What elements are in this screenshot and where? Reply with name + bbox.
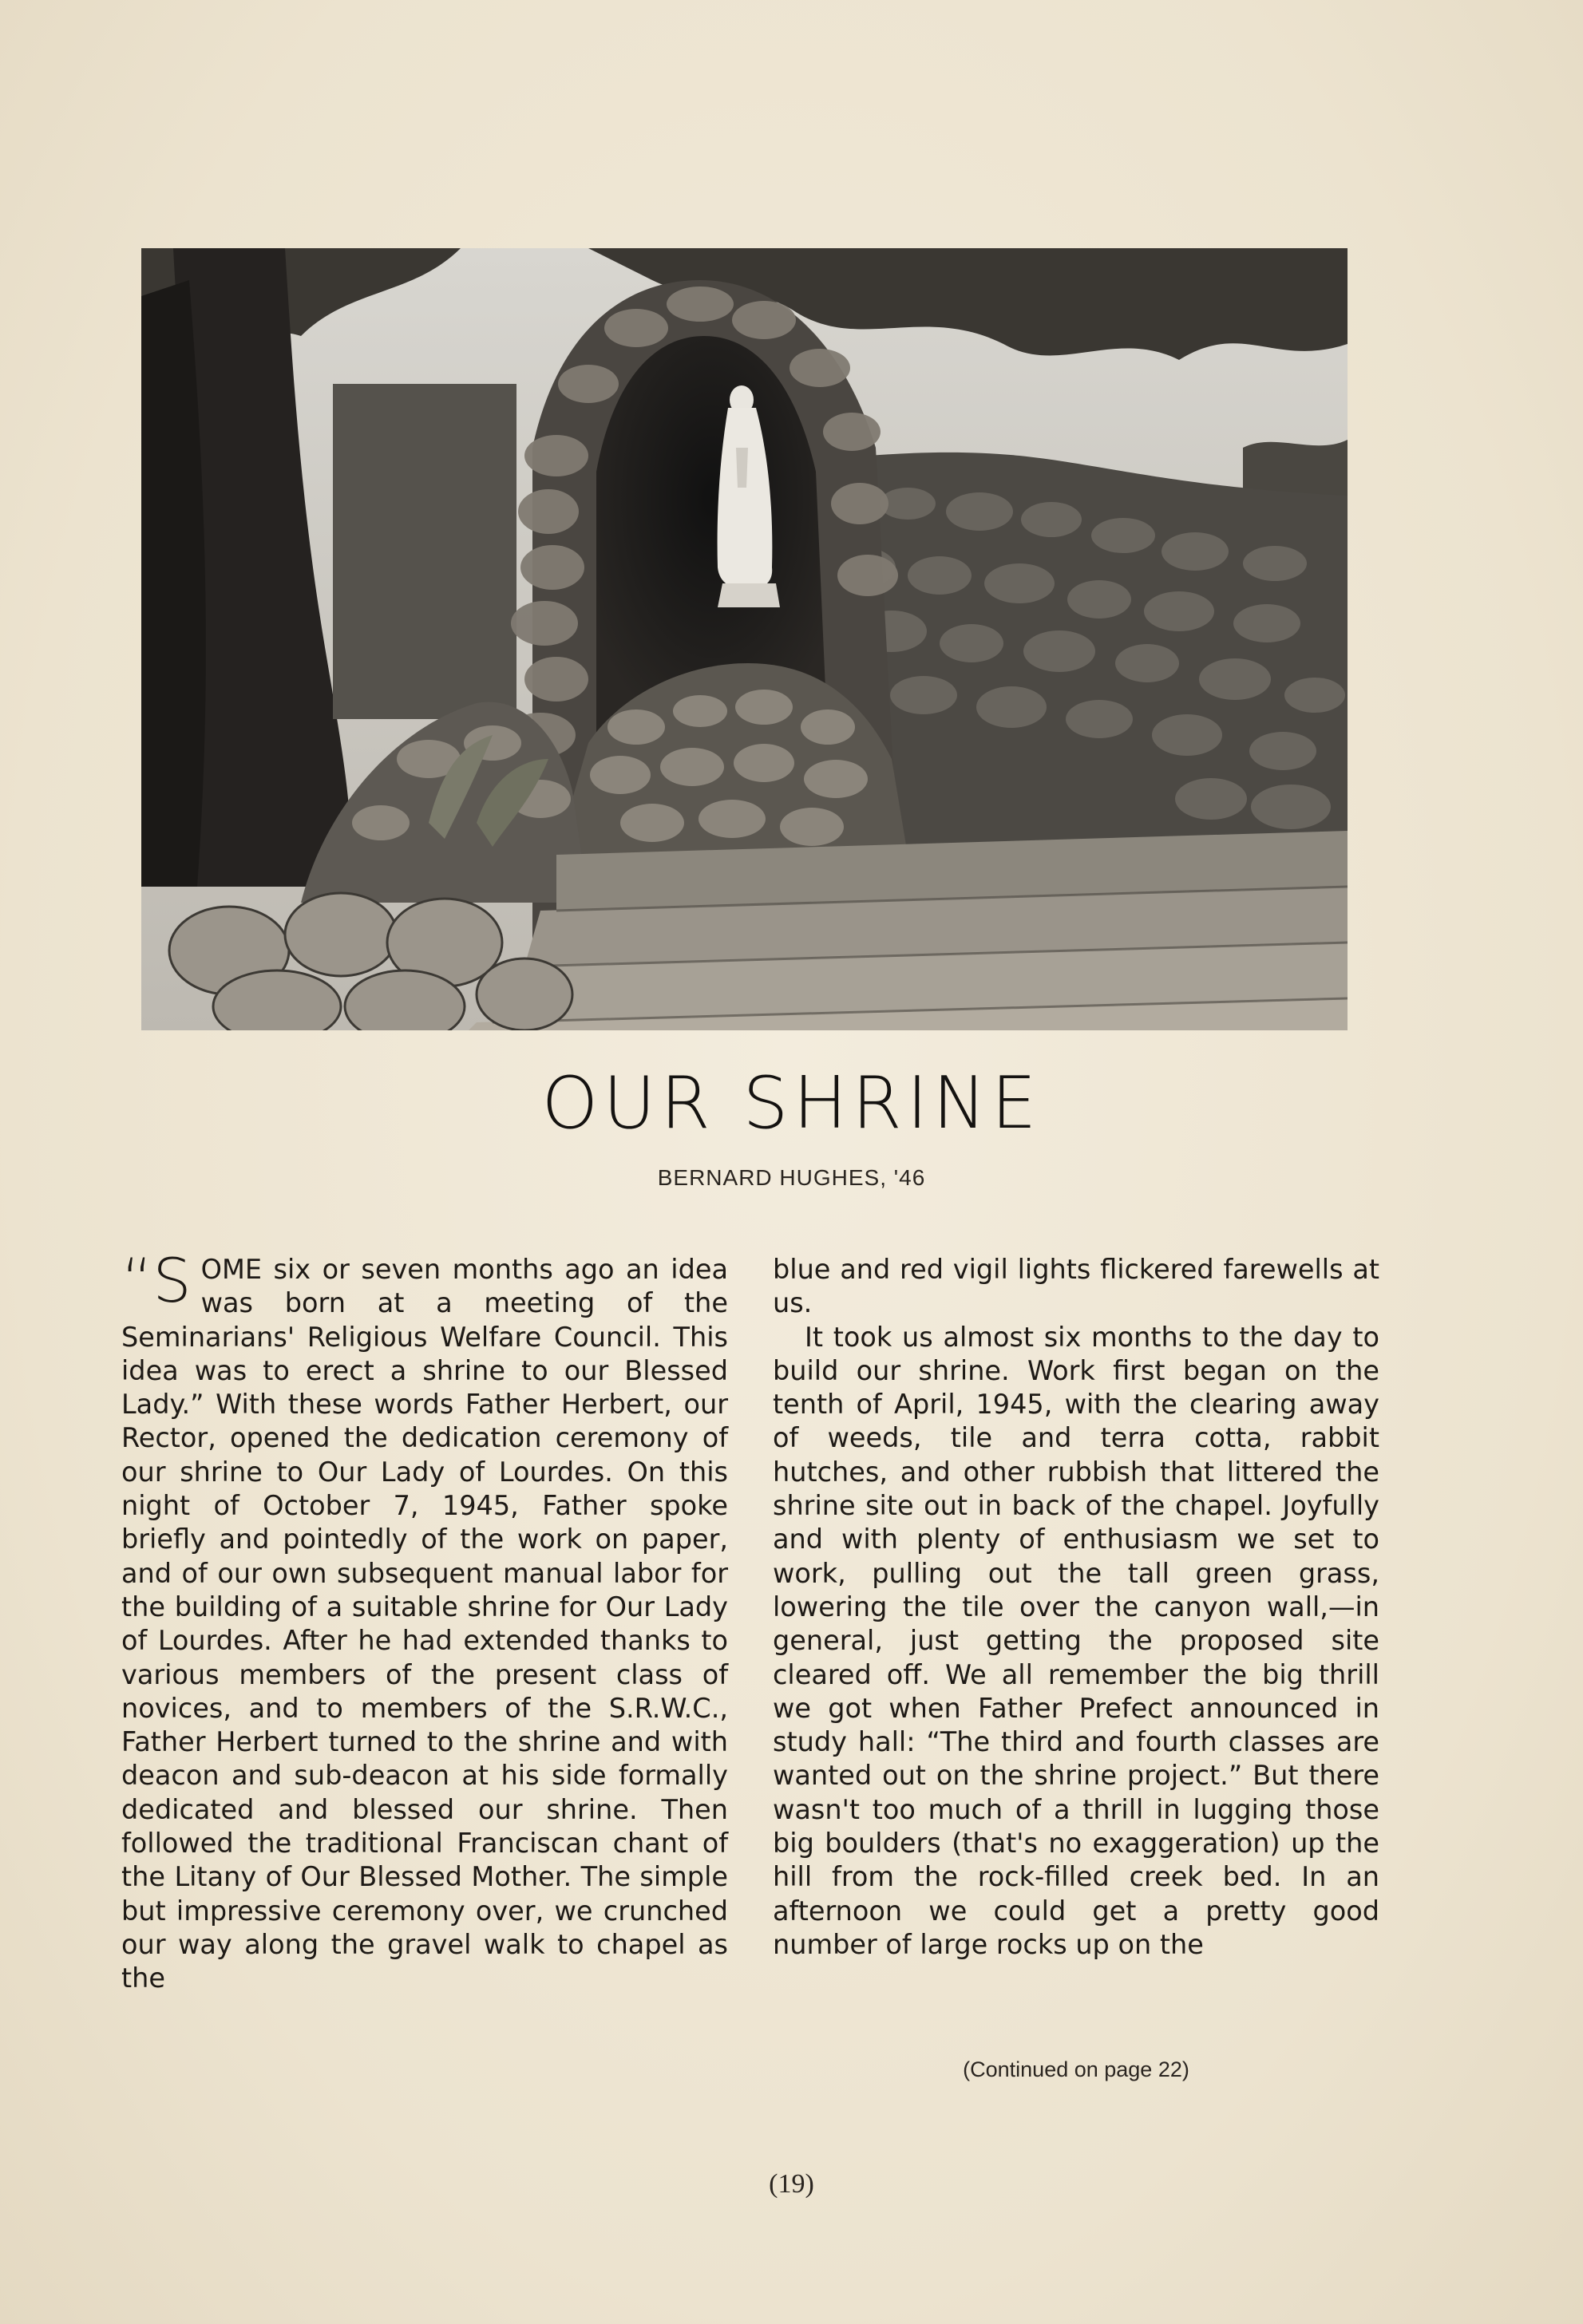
shrine-photo-illustration <box>141 248 1348 1030</box>
page-number: (19) <box>769 2169 814 2199</box>
continued-note: (Continued on page 22) <box>963 2057 1189 2081</box>
opening-paragraph-text: OME six or seven months ago an idea was born at a meeting of the Seminarians' Religious Welfare Council. This idea was to erect a shrine to our Blessed Lady.” With these words Father Herbert, our Rector, opened the dedication ceremony of our shrine to Our Lady of Lourdes. On this night of October 7, 1945, Father spoke briefly and pointedly of the work on paper, and of our own subsequent manual labor for the building of a suitable shrine for Our Lady of Lourdes. After he had extended thanks to various members of the present class of novices, and to members of the S.R.W.C., Father Herbert turned to the shrine and with deacon and sub-deacon at his side formally dedicated and blessed our shrine. Then followed the traditional Franciscan chant of the Litany of Our Blessed Mother. The simple but impressive ceremony over, we crunched our way along the gravel walk to chapel as the <box>121 1254 728 1994</box>
right-paragraph-1: blue and red vigil lights flickered farewells at us. <box>773 1254 1379 1319</box>
left-column <box>121 1245 728 1996</box>
opening-paragraph <box>121 1245 728 1996</box>
shrine-photograph <box>141 248 1348 1030</box>
right-column <box>773 1253 1379 1962</box>
right-paragraph-2: It took us almost six months to the day to build our shrine. Work first began on the tenth of April, 1945, with the clearing away of weeds, tile and terra cotta, rabbit hutches, and other rubbish that littered the shrine site out in back of the chapel. Joyfully and with plenty of enthusiasm we set to work, pulling out the tall green grass, lowering the tile over the canyon wall,—in general, just getting the proposed site cleared off. We all remember the big thrill we got when Father Prefect announced in study hall: “The third and fourth classes are wanted out on the shrine project.” But there wasn't too much of a thrill in lugging those big boulders (that's no exaggeration) up the hill from the rock-filled creek bed. In an afternoon we could get a pretty good number of large rocks up on the <box>773 1321 1379 1960</box>
article-byline: BERNARD HUGHES, '46 <box>657 1165 926 1190</box>
article-title: OUR SHRINE <box>541 1061 1042 1145</box>
drop-cap: “S <box>121 1245 192 1316</box>
